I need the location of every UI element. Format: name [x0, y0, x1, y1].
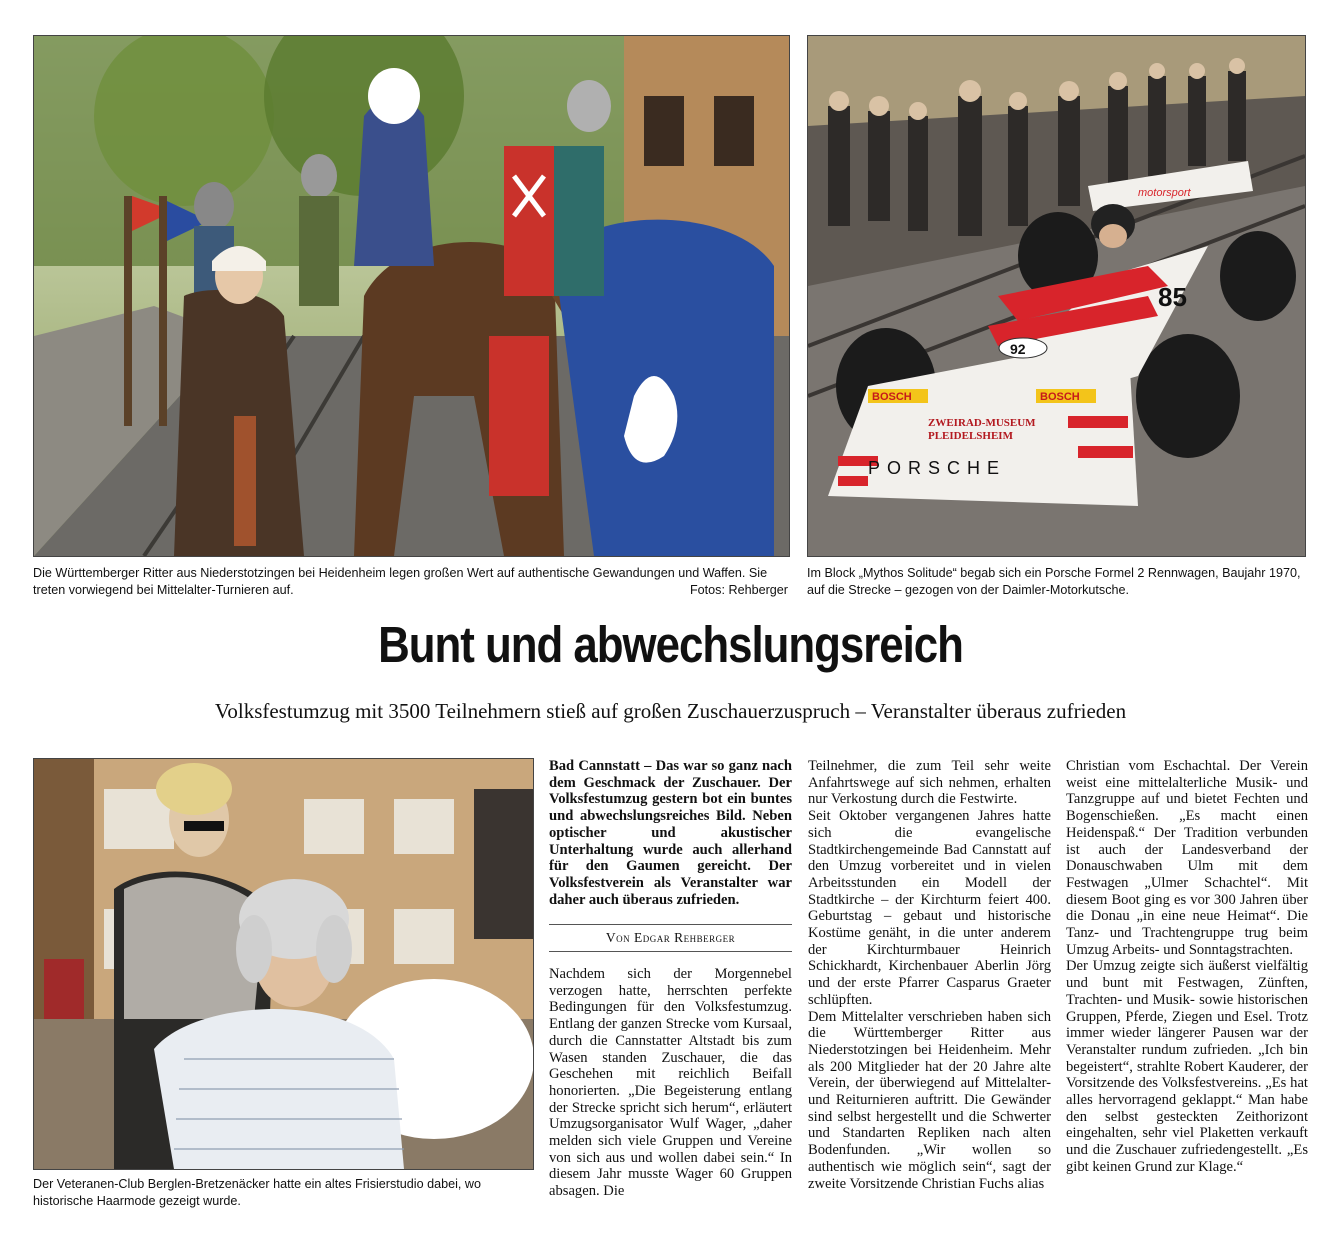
- subheadline: Volksfestumzug mit 3500 Teilnehmern stieß auf großen Zuschauerzuspruch – Veranstalter überaus zufrieden: [214, 699, 1127, 723]
- museum-label-line1: ZWEIRAD-MUSEUM: [928, 417, 1036, 429]
- hairdresser-illustration: [34, 759, 533, 1169]
- article-body-col1: Nachdem sich der Morgennebel verzogen hatte, herrschten perfekte Bedingungen für den Volksfestumzug. Entlang der ganzen Strecke vom Kursaal, durch die Cannstatter Altstadt bis zum Wasen standen Zuschauer, die das Geschehen mit reichlich Beifall honorierten. „Die Begeisterung entlang der Strecke spricht sich herum“, erläutert Umzugsorganisator Wulf Wager, „daher melden sich viele Gruppen und Vereine von sich aus und wollen dabei sein.“ In diesem Jahr musste Wager 60 Gruppen absagen. Die: [549, 966, 792, 1200]
- article-column-1: [549, 758, 792, 1200]
- sponsor2-label: BOSCH: [1040, 391, 1080, 403]
- article-column-3: [1066, 758, 1308, 1176]
- caption-racecar-text: Im Block „Mythos Solitude“ begab sich ein Porsche Formel 2 Rennwagen, Baujahr 1970, auf die Strecke – gezogen von der Daimler-Motorkutsche.: [807, 566, 1301, 597]
- photo-racecar: [807, 35, 1306, 557]
- sponsor1-label: BOSCH: [872, 391, 912, 403]
- article-col2-p2: Seit Oktober vergangenen Jahres hatte sich die evangelische Stadtkirchengemeinde Bad Cannstatt auf den Umzug vorbereitet und in vielen Arbeitsstunden ein Modell der Stadtkirche – der Kirchturm feiert 400. Geburtstag – gebaut und historische Kostüme genäht, in die unter anderem der Kirchturmbauer Heinrich Schickhardt, Kirchenbauer Aberlin Jörg und der erste Pfarrer Casparus Graeter schlüpften.: [808, 808, 1051, 1008]
- photo-hairdresser: [33, 758, 534, 1170]
- caption-racecar: [807, 565, 1304, 599]
- caption-knights: [33, 565, 788, 599]
- knights-illustration: [34, 36, 789, 556]
- photo-knights: [33, 35, 790, 557]
- racecar-illustration: [808, 36, 1305, 556]
- article-col2-p3: Dem Mittelalter verschrieben haben sich die Württemberger Ritter aus Niederstotzingen bei Heidenheim. Mehr als 200 Mitglieder hat der 20 Jahre alte Verein, der überwiegend auf Mittelalter- und Reiturnieren auftritt. Die Gewänder sind selbst hergestellt und die Schwerter und Standarten Repliken nach alten Bodenfunden. „Wir wollen so authentisch wie möglich sein“, sagt der zweite Vorsitzende Christian Fuchs alias: [808, 1008, 1051, 1192]
- byline-text: Von Edgar Rehberger: [605, 930, 736, 946]
- caption-hairdresser-text: Der Veteranen-Club Berglen-Bretzenäcker hatte ein altes Frisierstudio dabei, wo historische Haarmode gezeigt wurde.: [33, 1177, 482, 1208]
- caption-knights-text: Die Württemberger Ritter aus Niederstotzingen bei Heidenheim legen großen Wert auf authentische Gewandungen und Waffen. Sie treten vorwiegend bei Mittelalter-Turnieren auf.: [33, 566, 768, 597]
- article-col3-p2: Der Umzug zeigte sich äußerst vielfältig und bunt mit Festwagen, Zünften, Trachten- und Musik- sowie historischen Gruppen, Pferde, Ziegen und Esel. Trotz immer wieder längerer Pausen war der Veranstalter rundum zufrieden. „Ich bin begeistert“, strahlte Robert Kauderer, der Vorsitzende des Volksfestvereins. „Es hat alles hervorragend geklappt.“ Man habe den selbst gesteckten Zeithorizont eingehalten, sehr viel Plaketten verkauft und die Zuschauer zufriedengestellt. „Es gibt keinen Grund zur Klage.“: [1066, 958, 1308, 1175]
- headline: Bunt und abwechslungsreich: [378, 616, 963, 673]
- article-col2-p1: Teilnehmer, die zum Teil sehr weite Anfahrtswege auf sich nehmen, erhalten nur Verkostung durch die Festwirte.: [808, 758, 1051, 808]
- museum-label-line2: PLEIDELSHEIM: [928, 430, 1013, 442]
- article-col3-p1: Christian vom Eschachtal. Der Verein weist eine mittelalterliche Musik- und Tanzgruppe auf und bietet Fechten und Bogenschießen. „Es macht einen Heidenspaß.“ Der Tradition verbunden ist auch der Landesverband der Donauschwaben Ulm mit dem Festwagen „Ulmer Schachtel“. Mit diesem Boot ging es vor 300 Jahren über die Donau „in eine neue Heimat“. Die Tanz- und Trachtengruppe trug beim Umzug Arbeits- und Sonntagstrachten.: [1066, 758, 1308, 958]
- article-column-2: [808, 758, 1051, 1192]
- caption-hairdresser: [33, 1176, 532, 1210]
- car-number: 92: [1010, 341, 1026, 357]
- wing-label: motorsport: [1138, 187, 1191, 199]
- article-lead: Bad Cannstatt – Das war so ganz nach dem Geschmack der Zuschauer. Der Volksfestumzug gestern bot ein buntes und abwechslungsreiches Bild. Neben optischer und akustischer Unterhaltung wurde auch allerhand für den Gaumen gereicht. Der Volksfestverein als Veranstalter war daher auch überaus zufrieden.: [549, 758, 792, 908]
- car-side-number: 85: [1158, 282, 1187, 312]
- photo-credit: Fotos: Rehberger: [689, 583, 788, 597]
- article-byline: [549, 924, 792, 952]
- brand-label: PORSCHE: [868, 458, 1007, 478]
